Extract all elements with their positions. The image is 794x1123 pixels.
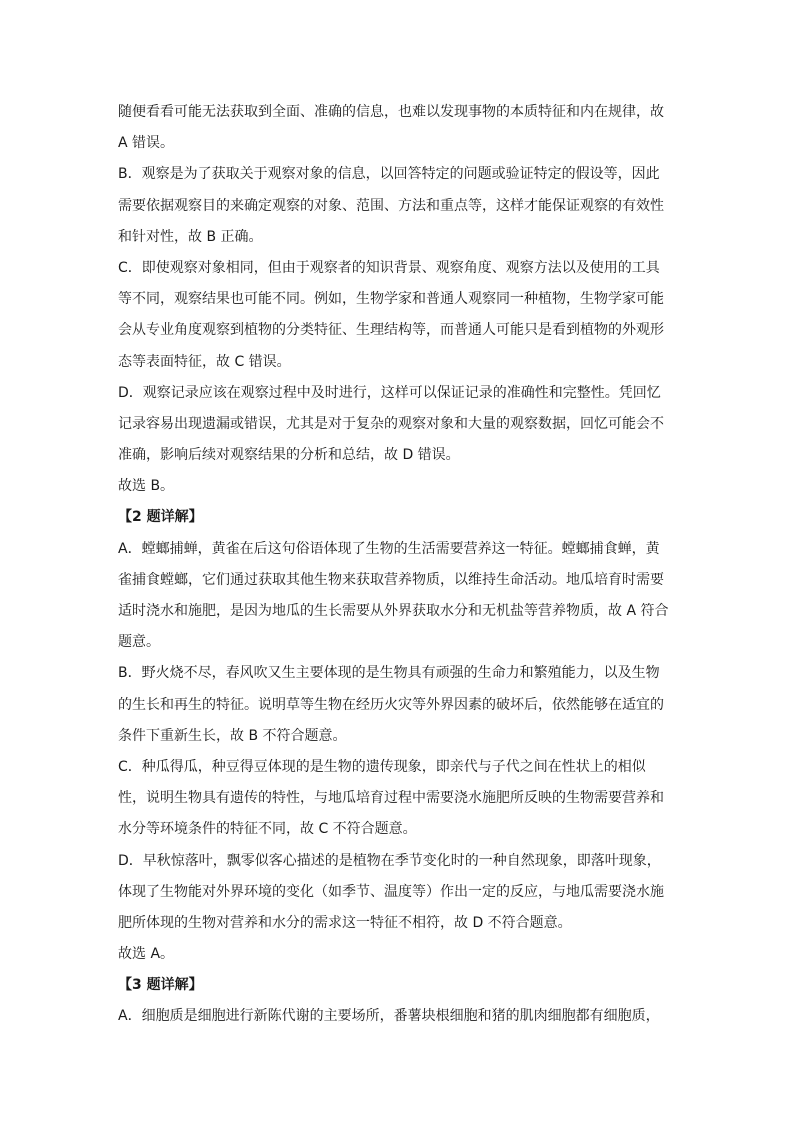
option-line: D．早秋惊落叶，飘零似客心描述的是植物在季节变化时的一种自然现象，即落叶现象， bbox=[118, 852, 661, 869]
paragraph-line: 等不同，观察结果也可能不同。例如，生物学家和普通人观察同一种植物，生物学家可能 bbox=[118, 291, 664, 308]
paragraph-line: 准确，影响后续对观察结果的分析和总结，故 D 错误。 bbox=[118, 447, 460, 464]
paragraph-line: 的生长和再生的特征。说明草等生物在经历火灾等外界因素的破坏后，依然能够在适宜的 bbox=[118, 696, 664, 713]
paragraph-line: 会从专业角度观察到植物的分类特征、生理结构等，而普通人可能只是看到植物的外观形 bbox=[118, 322, 664, 339]
paragraph-line: 水分等环境条件的特征不同，故 C 不符合题意。 bbox=[118, 821, 417, 838]
paragraph-line: 体现了生物能对外界环境的变化（如季节、温度等）作出一定的反应，与地瓜需要浇水施 bbox=[118, 883, 664, 900]
paragraph-line: 题意。 bbox=[118, 634, 160, 651]
option-line: C．种瓜得瓜，种豆得豆体现的是生物的遗传现象，即亲代与子代之间在性状上的相似 bbox=[118, 758, 646, 775]
paragraph-line: 肥所体现的生物对营养和水分的需求这一特征不相符，故 D 不符合题意。 bbox=[118, 914, 572, 931]
paragraph-line: 和针对性，故 B 正确。 bbox=[118, 228, 263, 245]
section-heading: 【3 题详解】 bbox=[118, 977, 203, 994]
answer-line: 故选 B。 bbox=[118, 478, 175, 495]
paragraph-line: 需要依据观察目的来确定观察的对象、范围、方法和重点等，这样才能保证观察的有效性 bbox=[118, 197, 664, 214]
paragraph-line: 性，说明生物具有遗传的特性，与地瓜培育过程中需要浇水施肥所反映的生物需要营养和 bbox=[118, 790, 664, 807]
paragraph-line: 记录容易出现遗漏或错误，尤其是对于复杂的观察对象和大量的观察数据，回忆可能会不 bbox=[118, 415, 664, 432]
paragraph-line: 条件下重新生长，故 B 不符合题意。 bbox=[118, 727, 347, 744]
section-heading: 【2 题详解】 bbox=[118, 509, 203, 526]
answer-line: 故选 A。 bbox=[118, 946, 175, 963]
option-line: B．观察是为了获取关于观察对象的信息，以回答特定的问题或验证特定的假设等，因此 bbox=[118, 166, 660, 183]
document-page bbox=[118, 97, 670, 1033]
paragraph-line: 随便看看可能无法获取到全面、准确的信息，也难以发现事物的本质特征和内在规律，故 bbox=[118, 104, 664, 120]
option-line: B．野火烧不尽，春风吹又生主要体现的是生物具有顽强的生命力和繁殖能力，以及生物 bbox=[118, 665, 660, 682]
paragraph-line: 态等表面特征，故 C 错误。 bbox=[118, 353, 291, 370]
option-line: A．细胞质是细胞进行新陈代谢的主要场所，番薯块根细胞和猪的肌肉细胞都有细胞质， bbox=[118, 1008, 660, 1025]
option-line: D．观察记录应该在观察过程中及时进行，这样可以保证记录的准确性和完整性。凭回忆 bbox=[118, 384, 661, 401]
paragraph-line: 雀捕食螳螂，它们通过获取其他生物来获取营养物质，以维持生命活动。地瓜培育时需要 bbox=[118, 571, 664, 588]
paragraph-line: A 错误。 bbox=[118, 135, 175, 152]
option-line: C．即使观察对象相同，但由于观察者的知识背景、观察角度、观察方法以及使用的工具 bbox=[118, 259, 660, 276]
option-line: A．螳螂捕蝉，黄雀在后这句俗语体现了生物的生活需要营养这一特征。螳螂捕食蝉，黄 bbox=[118, 540, 660, 557]
paragraph-line: 适时浇水和施肥，是因为地瓜的生长需要从外界获取水分和无机盐等营养物质，故 A 符合 bbox=[118, 603, 669, 619]
